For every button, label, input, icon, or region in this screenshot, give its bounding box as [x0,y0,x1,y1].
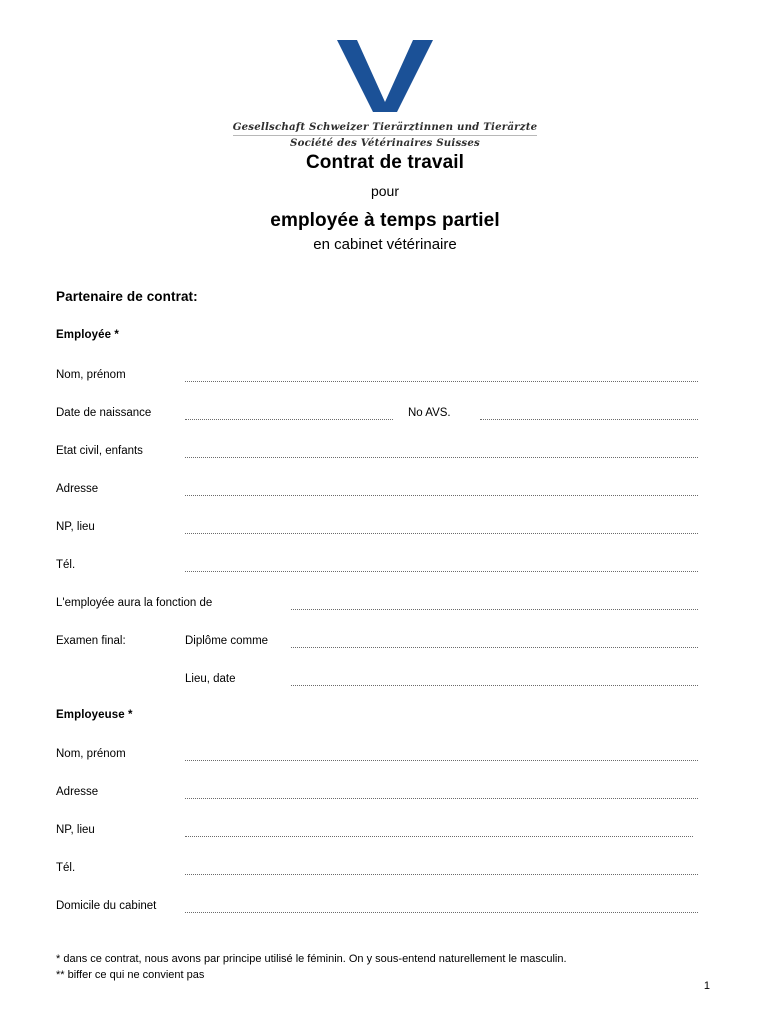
group-label-employer: Employeuse * [56,709,133,721]
logo-line-french: Société des Vétérinaires Suisses [290,137,480,149]
field-row-employer-adresse [56,784,716,800]
logo-line-german: Gesellschaft Schweizer Tierärztinnen und Tierärzte [233,121,538,136]
field-input-employee-tel[interactable] [185,571,698,572]
field-label: Domicile du cabinet [56,900,157,912]
field-label: Date de naissance [56,407,152,419]
field-row-employee-lieu-date [56,671,716,687]
field-input-employee-lieu-date[interactable] [291,685,698,686]
field-input-employee-diplome[interactable] [291,647,698,648]
field-row-employer-domicile-cabinet [56,898,716,914]
field-input-employee-date-naissance[interactable] [185,419,393,420]
section-heading-contract-partners: Partenaire de contrat: [56,289,198,304]
field-input-employer-domicile-cabinet[interactable] [185,912,698,913]
field-input-employee-adresse[interactable] [185,495,698,496]
footnotes [56,952,567,983]
field-label: Nom, prénom [56,369,126,381]
field-row-employer-nom-prenom [56,746,716,762]
field-label-avs: No AVS. [408,407,451,419]
field-label: Tél. [56,559,76,571]
logo-wordmark [0,116,770,150]
field-input-employer-adresse[interactable] [185,798,698,799]
field-input-employer-tel[interactable] [185,874,698,875]
field-input-employee-avs[interactable] [480,419,698,420]
field-row-employee-fonction [56,595,716,611]
blue-v-logo-icon [337,40,433,112]
field-label: Tél. [56,862,76,874]
title-context: en cabinet vétérinaire [313,236,457,253]
field-label: Nom, prénom [56,748,126,760]
field-row-employer-tel [56,860,716,876]
field-row-employee-date-naissance [56,405,716,421]
field-input-employer-nom-prenom[interactable] [185,760,698,761]
field-input-employee-fonction[interactable] [291,609,698,610]
field-input-employee-etat-civil[interactable] [185,457,698,458]
organization-logo [0,40,770,150]
field-label: NP, lieu [56,824,95,836]
title-subject: employée à temps partiel [270,210,500,231]
footnote-single-asterisk: * dans ce contrat, nous avons par principe utilisé le féminin. On y sous-entend naturellement le masculin. [56,953,567,965]
field-input-employee-np-lieu[interactable] [185,533,698,534]
field-input-employee-nom-prenom[interactable] [185,381,698,382]
field-row-employee-etat-civil [56,443,716,459]
field-label: Adresse [56,483,99,495]
field-row-employee-diplome [56,633,716,649]
field-label-examen-final: Examen final: [56,635,126,647]
field-row-employee-tel [56,557,716,573]
title-connector: pour [370,183,400,199]
field-row-employee-np-lieu [56,519,716,535]
group-label-employee: Employée * [56,329,119,341]
footnote-double-asterisk: ** biffer ce qui ne convient pas [56,968,205,981]
field-row-employee-adresse [56,481,716,497]
field-row-employee-nom-prenom [56,367,716,383]
field-input-employer-np-lieu[interactable] [185,836,693,837]
field-label-fonction: L'employée aura la fonction de [56,597,213,609]
field-label: NP, lieu [56,521,95,533]
field-label: Etat civil, enfants [56,445,143,457]
field-label-diplome: Diplôme comme [185,635,269,647]
page-title: Contrat de travail [305,152,465,173]
field-label-lieu-date: Lieu, date [185,673,236,685]
field-label: Adresse [56,786,99,798]
page-number: 1 [703,980,710,992]
field-row-employer-np-lieu [56,822,716,838]
document-title-block [0,152,770,253]
